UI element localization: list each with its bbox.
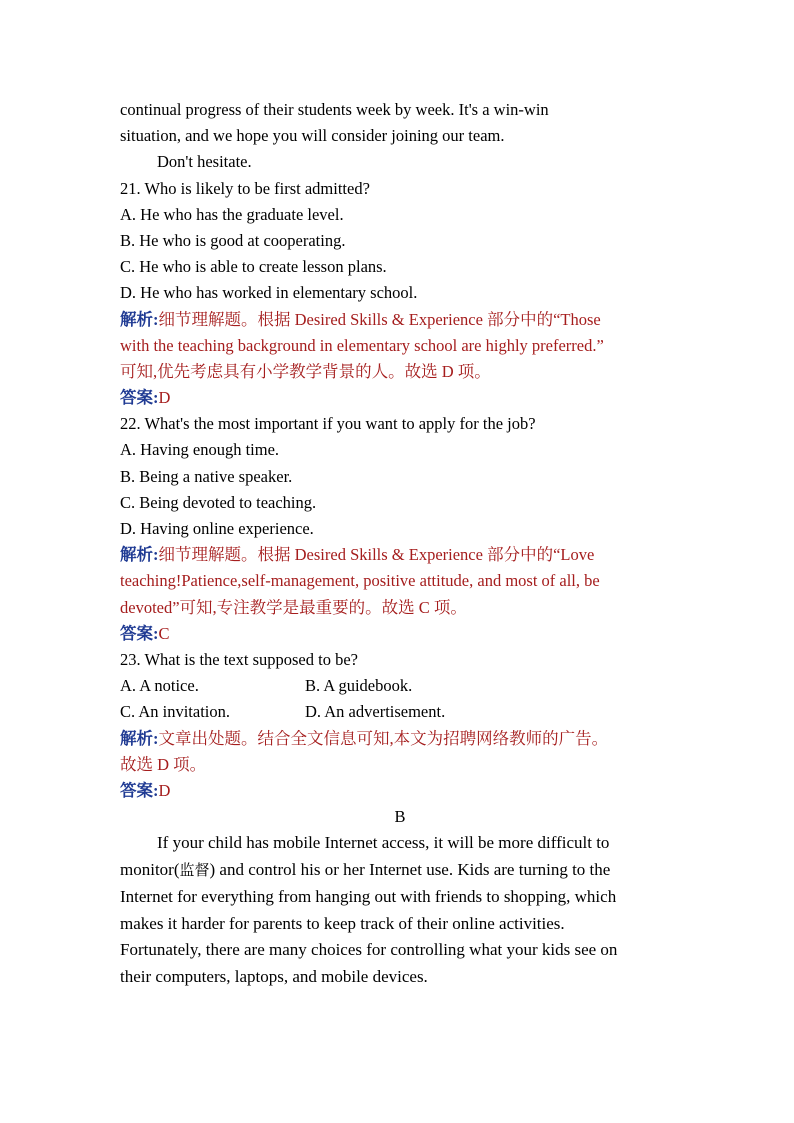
answer-value: D — [158, 780, 171, 800]
q22-analysis-line-2: teaching!Patience,self-management, positive attitude, and most of all, be — [120, 571, 600, 591]
q23-option-b: B. A guidebook. — [305, 676, 413, 696]
q23-question: 23. What is the text supposed to be? — [120, 649, 358, 669]
analysis-label: 解析: — [120, 309, 159, 329]
q23-answer — [120, 778, 680, 804]
q21-analysis-line-1 — [120, 307, 680, 333]
q21-question: 21. Who is likely to be first admitted? — [120, 178, 370, 198]
answer-label: 答案: — [120, 388, 159, 408]
passage-line-5: Fortunately, there are many choices for controlling what your kids see on — [120, 940, 618, 960]
passage-text: monitor( — [120, 860, 180, 880]
answer-label: 答案: — [120, 623, 159, 643]
q21-option-b: B. He who is good at cooperating. — [120, 230, 346, 250]
intro-line-3: Don't hesitate. — [157, 152, 252, 172]
q22-option-a: A. Having enough time. — [120, 440, 280, 460]
q23-analysis-line-2: 故选 D 项。 — [120, 754, 207, 774]
passage-line-2 — [120, 857, 680, 884]
q22-option-d: D. Having online experience. — [120, 519, 314, 538]
q21-option-c: C. He who is able to create lesson plans. — [120, 257, 387, 277]
q21-option-a: A. He who has the graduate level. — [120, 204, 344, 224]
intro-line-1: continual progress of their students week by week. It's a win-win — [120, 100, 549, 119]
q23-option-c: C. An invitation. — [120, 702, 231, 722]
answer-label: 答案: — [120, 780, 159, 800]
analysis-text: 细节理解题。根据 Desired Skills & Experience 部分中的“Love — [158, 545, 595, 565]
passage-line-3: Internet for everything from hanging out with friends to shopping, which — [120, 886, 617, 906]
q23-options-row-2 — [120, 699, 680, 725]
q22-option-b: B. Being a native speaker. — [120, 466, 293, 486]
analysis-label: 解析: — [120, 545, 159, 565]
q23-options-row-1 — [120, 673, 680, 699]
q23-option-a: A. A notice. — [120, 676, 199, 696]
intro-line-2: situation, and we hope you will consider joining our team. — [120, 126, 505, 146]
passage-line-6: their computers, laptops, and mobile devices. — [120, 967, 428, 987]
q23-option-d: D. An advertisement. — [305, 702, 446, 722]
q21-option-d: D. He who has worked in elementary school. — [120, 283, 418, 303]
answer-value: C — [158, 623, 170, 643]
q21-answer — [120, 385, 680, 411]
q22-analysis-line-3: devoted”可知,专注教学是最重要的。故选 C 项。 — [120, 597, 467, 617]
q21-analysis-line-3: 可知,优先考虑具有小学教学背景的人。故选 D 项。 — [120, 361, 491, 381]
analysis-text: 细节理解题。根据 Desired Skills & Experience 部分中的“Those — [158, 309, 601, 329]
answer-value: D — [158, 388, 171, 408]
passage-cjk-gloss: 监督 — [179, 861, 210, 880]
passage-line-4: makes it harder for parents to keep track of their online activities. — [120, 913, 565, 933]
q22-option-c: C. Being devoted to teaching. — [120, 492, 317, 512]
q23-analysis-line-1 — [120, 726, 680, 752]
q21-analysis-line-2: with the teaching background in elementary school are highly preferred.” — [120, 335, 604, 355]
passage-line-1: If your child has mobile Internet access, it will be more difficult to — [157, 833, 610, 853]
q22-analysis-line-1 — [120, 542, 680, 568]
q22-question: 22. What's the most important if you want to apply for the job? — [120, 414, 536, 434]
document-page — [120, 97, 680, 991]
section-b-passage — [120, 830, 680, 991]
section-b-heading: B — [394, 807, 406, 827]
analysis-label: 解析: — [120, 728, 159, 748]
analysis-text: 文章出处题。结合全文信息可知,本文为招聘网络教师的广告。 — [158, 728, 609, 748]
q22-answer — [120, 621, 680, 647]
passage-text: ) and control his or her Internet use. Kids are turning to the — [209, 860, 611, 880]
